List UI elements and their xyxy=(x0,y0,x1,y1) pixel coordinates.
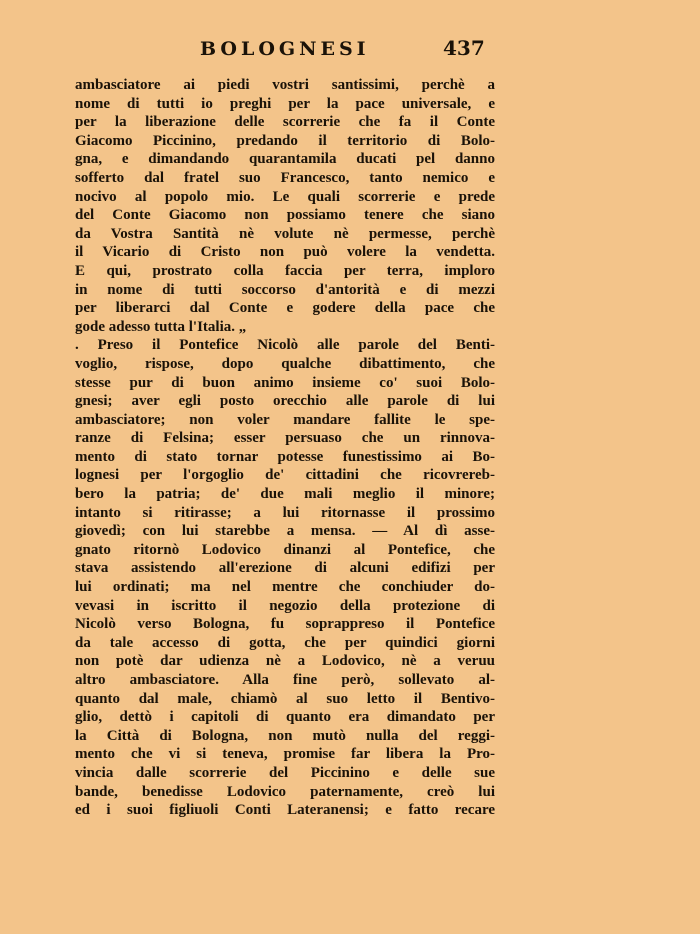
text-line: lui ordinati; ma nel mentre che conchiuder do- xyxy=(75,579,495,596)
text-line: stava assistendo all'erezione di alcuni edifizi per xyxy=(75,560,495,577)
text-line: glio, dettò i capitoli di quanto era dimandato per xyxy=(75,709,495,726)
text-line: E qui, prostrato colla faccia per terra, imploro xyxy=(75,262,495,279)
text-line: gnesi; aver egli posto orecchio alle parole di lui xyxy=(75,393,495,410)
text-line: intanto si ritirasse; a lui ritornasse il prossimo xyxy=(75,504,495,521)
text-line: gnato ritornò Lodovico dinanzi al Pontefice, che xyxy=(75,541,495,558)
text-line: il Vicario di Cristo non può volere la vendetta. xyxy=(75,244,495,261)
text-line: la Città di Bologna, non mutò nulla del reggi- xyxy=(75,727,495,744)
running-head: BOLOGNESI xyxy=(200,38,370,60)
text-line: in nome di tutti soccorso d'antorità e di mezzi xyxy=(75,281,495,298)
text-line: per la liberazione delle scorrerie che fa il Conte xyxy=(75,114,495,131)
text-line: altro ambasciatore. Alla fine però, sollevato al- xyxy=(75,672,495,688)
text-line: voglio, rispose, dopo qualche dibattimento, che xyxy=(75,355,495,372)
text-line: ambasciatore ai piedi vostri santissimi, perchè a xyxy=(75,77,495,93)
text-line: gna, e dimandando quarantamila ducati pel danno xyxy=(75,151,495,168)
text-line: ed i suoi figliuoli Conti Lateranensi; e fatto recare xyxy=(75,802,495,819)
text-line: per liberarci dal Conte e godere della pace che xyxy=(75,300,495,317)
text-line: mento che vi si teneva, promise far libera la Pro- xyxy=(75,746,495,763)
text-line: del Conte Giacomo non possiamo tenere che siano xyxy=(75,207,495,224)
body-text xyxy=(75,76,495,820)
text-line: non potè dar udienza nè a Lodovico, nè a veruu xyxy=(75,653,495,670)
text-line: bande, benedisse Lodovico paternamente, creò lui xyxy=(75,783,495,800)
text-line: gode adesso tutta l'Italia. „ xyxy=(75,318,247,335)
text-line: Nicolò verso Bologna, fu soprappreso il Pontefice xyxy=(75,616,495,633)
text-line: ambasciatore; non voler mandare fallite le spe- xyxy=(75,411,495,428)
text-line: bero la patria; de' due mali meglio il minore; xyxy=(75,486,495,503)
text-line: sofferto dal fratel suo Francesco, tanto nemico e xyxy=(75,169,495,186)
text-line: da tale accesso di gotta, che per quindici giorni xyxy=(75,634,495,651)
text-line: Giacomo Piccinino, predando il territorio di Bolo- xyxy=(75,132,495,149)
text-line: mento di stato tornar potesse funestissimo ai Bo- xyxy=(75,448,495,465)
text-line: stesse pur di buon animo insieme co' suoi Bolo- xyxy=(75,374,495,391)
text-line: quanto dal male, chiamò al suo letto il Bentivo- xyxy=(75,690,495,707)
text-line: lognesi per l'orgoglio de' cittadini che ricovrereb- xyxy=(75,467,495,484)
text-line: giovedì; con lui starebbe a mensa. — Al dì asse- xyxy=(75,523,495,540)
text-line: ranze di Felsina; esser persuaso che un rinnova- xyxy=(75,430,495,447)
text-line: nome di tutti io preghi per la pace universale, e xyxy=(75,95,495,112)
text-line: da Vostra Santità nè volute nè permesse, perchè xyxy=(75,225,495,242)
page-number: 437 xyxy=(443,36,485,60)
text-line: . Preso il Pontefice Nicolò alle parole del Benti- xyxy=(75,337,495,354)
page-header xyxy=(75,38,495,68)
text-line: nocivo al popolo mio. Le quali scorrerie e prede xyxy=(75,188,495,205)
text-line: vevasi in iscritto il negozio della protezione di xyxy=(75,597,495,614)
text-line: vincia dalle scorrerie del Piccinino e delle sue xyxy=(75,764,495,781)
